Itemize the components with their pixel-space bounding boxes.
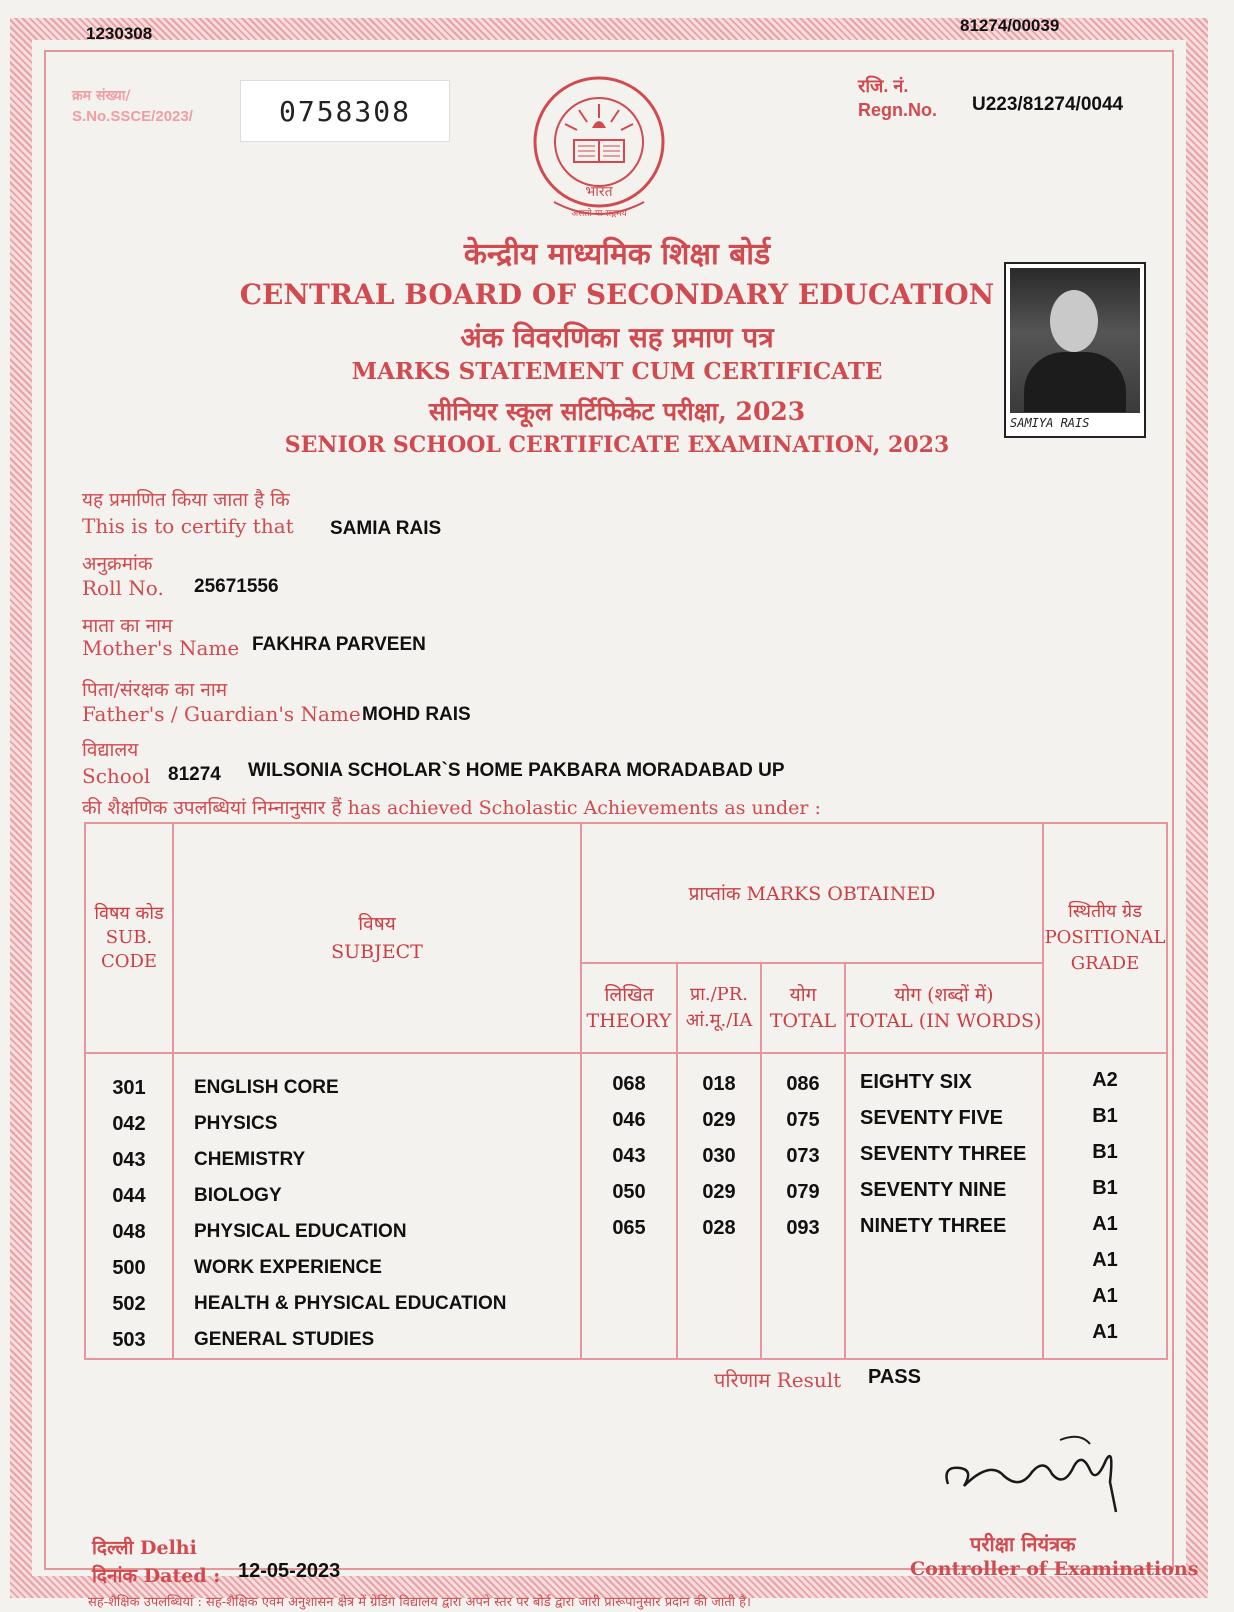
table-row-total: 073 — [786, 1145, 820, 1167]
roll-label-hi: अनुक्रमांक — [82, 553, 153, 575]
table-row-subject: CHEMISTRY — [194, 1149, 306, 1170]
words-column — [845, 1053, 1043, 1359]
certify-label-en: This is to certify that — [82, 514, 294, 538]
table-row-code: 301 — [112, 1077, 146, 1099]
father-name: MOHD RAIS — [362, 704, 471, 725]
mother-label-hi: माता का नाम — [82, 615, 173, 637]
table-row-subject: BIOLOGY — [194, 1185, 282, 1206]
marks-table — [84, 822, 1168, 1360]
controller-title-en: Controller of Examinations — [910, 1558, 1199, 1580]
table-row-total: 075 — [786, 1109, 820, 1131]
svg-text:असतो मा सद्गमय: असतो मा सद्गमय — [571, 209, 627, 219]
total-column — [761, 1053, 845, 1359]
mother-name: FAKHRA PARVEEN — [252, 634, 426, 655]
school-name: WILSONIA SCHOLAR`S HOME PAKBARA MORADABAD UP — [248, 760, 785, 781]
regn-number: U223/81274/0044 — [972, 94, 1124, 115]
table-row-words: SEVENTY THREE — [860, 1143, 1027, 1165]
mother-label-en: Mother's Name — [82, 636, 240, 660]
regn-label-en: Regn.No. — [858, 100, 937, 120]
exam-title-en: SENIOR SCHOOL CERTIFICATE EXAMINATION, 2023 — [284, 432, 950, 458]
issue-date: 12-05-2023 — [238, 1560, 341, 1582]
table-row-subject: ENGLISH CORE — [194, 1077, 339, 1098]
subject-column — [173, 1053, 581, 1359]
serial-label-en: S.No.SSCE/2023/ — [72, 108, 193, 125]
photo-caption: SAMIYA RAIS — [1010, 416, 1090, 430]
table-row-theory: 043 — [612, 1145, 646, 1167]
table-row-words: SEVENTY FIVE — [860, 1107, 1004, 1129]
theory-column — [581, 1053, 677, 1359]
place-label: दिल्ली Delhi — [92, 1537, 197, 1559]
table-row-subject: HEALTH & PHYSICAL EDUCATION — [194, 1293, 507, 1314]
table-row-theory: 068 — [612, 1073, 646, 1095]
top-left-number: 1230308 — [86, 24, 153, 43]
serial-label-hi: क्रम संख्या/ — [72, 88, 131, 104]
header-theory: लिखित THEORY — [581, 963, 677, 1053]
result-label: परिणाम Result — [714, 1368, 842, 1392]
roll-number: 25671556 — [194, 576, 279, 597]
header-total: योग TOTAL — [761, 963, 845, 1053]
father-label-hi: पिता/संरक्षक का नाम — [82, 679, 228, 701]
school-code: 81274 — [168, 764, 221, 785]
table-row-practical: 030 — [702, 1145, 736, 1167]
student-name: SAMIA RAIS — [330, 518, 442, 539]
table-row-code: 502 — [112, 1293, 146, 1315]
table-row-total: 086 — [786, 1073, 820, 1095]
table-row-words: EIGHTY SIX — [860, 1071, 972, 1093]
code-column — [85, 1053, 173, 1359]
serial-number: 0758308 — [240, 80, 450, 142]
table-row-code: 044 — [112, 1185, 146, 1207]
table-row-code: 048 — [112, 1221, 146, 1243]
table-row-grade: A2 — [1092, 1069, 1118, 1091]
header-marks-obtained: प्राप्तांक MARKS OBTAINED — [581, 823, 1043, 963]
header-practical: प्रा./PR. आं.मू./IA — [677, 963, 761, 1053]
father-label-en: Father's / Guardian's Name — [82, 702, 361, 726]
table-row-grade: B1 — [1092, 1105, 1118, 1127]
grade-column — [1043, 1053, 1167, 1359]
table-row-practical: 018 — [702, 1073, 736, 1095]
table-row-grade: A1 — [1092, 1321, 1118, 1343]
school-label-en: School — [82, 764, 151, 788]
board-title-hi: केन्द्रीय माध्यमिक शिक्षा बोर्ड — [463, 237, 771, 272]
achievements-intro: की शैक्षणिक उपलब्धियां निम्नानुसार हैं has achieved Scholastic Achievements as under : — [82, 797, 821, 819]
table-row-total: 093 — [786, 1217, 820, 1239]
exam-title-hi: सीनियर स्कूल सर्टिफिकेट परीक्षा, 2023 — [428, 397, 806, 426]
table-row-practical: 029 — [702, 1181, 736, 1203]
header-total-in-words: योग (शब्दों में) TOTAL (IN WORDS) — [845, 963, 1043, 1053]
header-subject: विषय SUBJECT — [173, 823, 581, 1053]
table-row-subject: PHYSICAL EDUCATION — [194, 1221, 407, 1242]
practical-column — [677, 1053, 761, 1359]
table-row-practical: 029 — [702, 1109, 736, 1131]
roll-label-en: Roll No. — [82, 576, 164, 600]
table-row-theory: 065 — [612, 1217, 646, 1239]
table-row-subject: PHYSICS — [194, 1113, 278, 1134]
student-photo — [1004, 262, 1146, 438]
school-label-hi: विद्यालय — [82, 739, 139, 761]
result-value: PASS — [868, 1366, 921, 1388]
table-row-total: 079 — [786, 1181, 820, 1203]
top-right-number: 81274/00039 — [960, 16, 1060, 35]
regn-label-hi: रजि. नं. — [858, 76, 909, 96]
document-title-en: MARKS STATEMENT CUM CERTIFICATE — [351, 358, 883, 385]
table-row-grade: B1 — [1092, 1177, 1118, 1199]
cbse-emblem-icon — [532, 70, 666, 228]
board-title-en: CENTRAL BOARD OF SECONDARY EDUCATION — [239, 278, 995, 311]
table-row-grade: A1 — [1092, 1285, 1118, 1307]
table-row-practical: 028 — [702, 1217, 736, 1239]
table-row-subject: GENERAL STUDIES — [194, 1329, 375, 1350]
table-row-theory: 050 — [612, 1181, 646, 1203]
table-row-subject: WORK EXPERIENCE — [194, 1257, 382, 1278]
table-row-code: 043 — [112, 1149, 146, 1171]
dated-label: दिनांक Dated : — [92, 1565, 221, 1587]
table-row-code: 503 — [112, 1329, 146, 1351]
header-positional-grade: स्थितीय ग्रेड POSITIONAL GRADE — [1043, 823, 1167, 1053]
table-row-code: 042 — [112, 1113, 146, 1135]
table-row-grade: A1 — [1092, 1213, 1118, 1235]
table-row-grade: B1 — [1092, 1141, 1118, 1163]
footer-note: सह-शैक्षिक उपलब्धियां : सह-शैक्षिक एवम अनुशासन क्षेत्र में ग्रेडिंग विद्यालय द्वारा अपने स्तर पर बोर्ड द्वारा जारी प्रारूपानुसार प्रदान की जाती है। — [88, 1595, 751, 1610]
table-row-grade: A1 — [1092, 1249, 1118, 1271]
table-row-words: NINETY THREE — [860, 1215, 1007, 1237]
controller-signature — [940, 1430, 1130, 1520]
svg-text:भारत: भारत — [585, 184, 613, 200]
document-title-hi: अंक विवरणिका सह प्रमाण पत्र — [460, 321, 774, 354]
table-row-theory: 046 — [612, 1109, 646, 1131]
table-row-code: 500 — [112, 1257, 146, 1279]
certify-label-hi: यह प्रमाणित किया जाता है कि — [82, 489, 290, 511]
header-sub-code: विषय कोड SUB. CODE — [85, 823, 173, 1053]
controller-title-hi: परीक्षा नियंत्रक — [970, 1532, 1076, 1556]
table-row-words: SEVENTY NINE — [860, 1179, 1007, 1201]
